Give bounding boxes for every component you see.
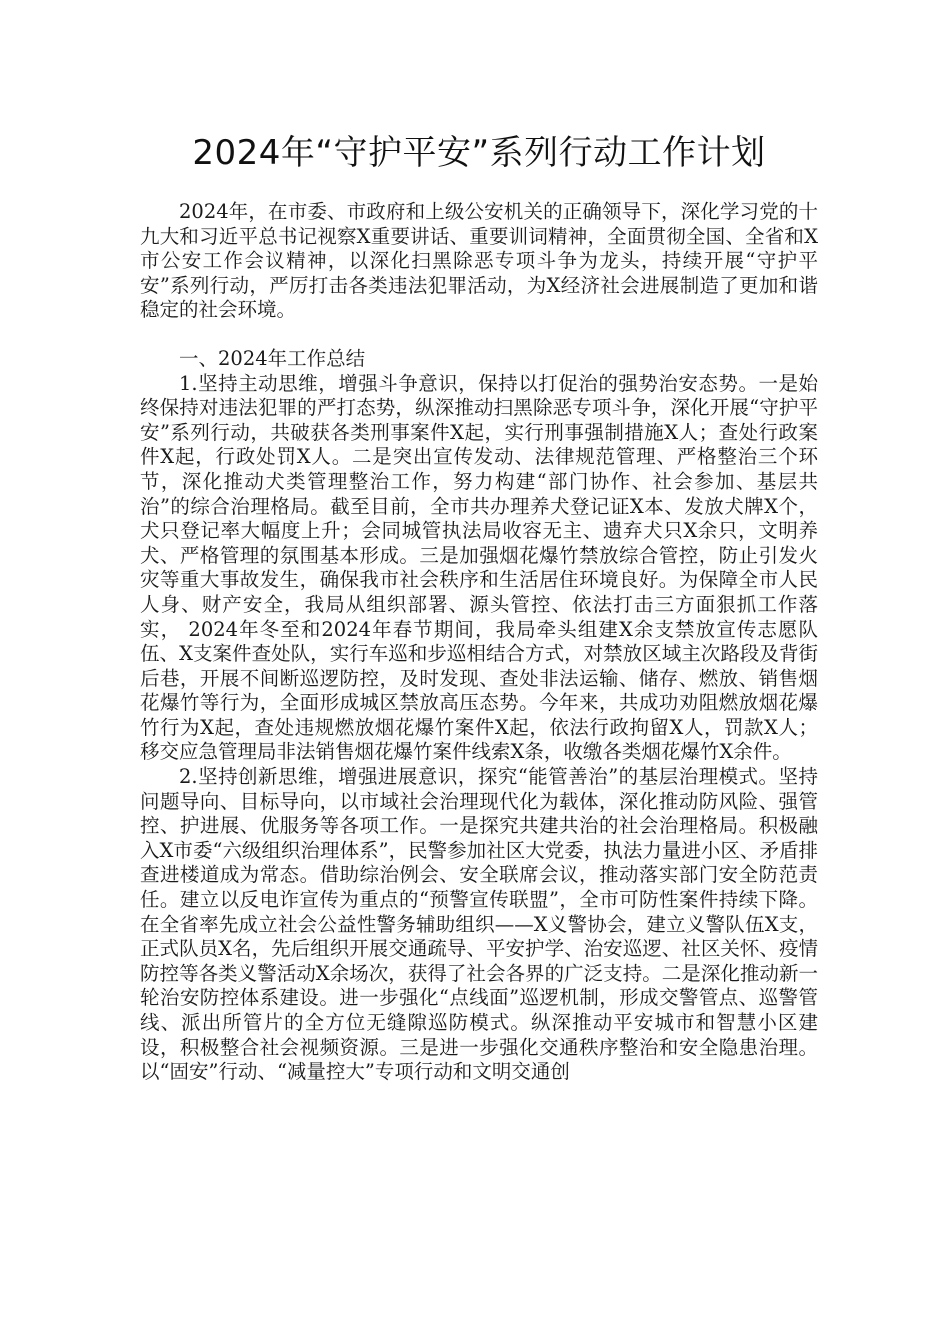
document-title: 2024年“守护平安”系列行动工作计划 xyxy=(192,133,766,173)
section-heading: 一、2024年工作总结 xyxy=(179,346,366,370)
document-body xyxy=(140,200,818,1085)
paragraph-spacer xyxy=(140,323,818,347)
intro-paragraph: 2024年，在市委、市政府和上级公安机关的正确领导下，深化学习党的十九大和习近平总书记视察X重要讲话、重要训词精神，全面贯彻全国、全省和X市公安工作会议精神，以深化扫黑除恶专项斗争为龙头，持续开展“守护平安”系列行动，严厉打击各类违法犯罪活动，为X经济社会进展制造了更加和谐稳定的社会环境。 xyxy=(140,200,818,322)
body-paragraph: 2.坚持创新思维，增强进展意识，探究“能管善治”的基层治理模式。坚持问题导向、目标导向，以市域社会治理现代化为载体，深化推动防风险、强管控、护进展、优服务等各项工作。一是探究共建共治的社会治理格局。积极融入X市委“六级组织治理体系”，民警参加社区大党委，执法力量进小区、矛盾排查进楼道成为常态。借助综治例会、安全联席会议，推动落实部门安全防范责任。建立以反电诈宣传为重点的“预警宣传联盟”，全市可防性案件持续下降。在全省率先成立社会公益性警务辅助组织——X义警协会，建立义警队伍X支，正式队员X名，先后组织开展交通疏导、平安护学、治安巡逻、社区关怀、疫情防控等各类义警活动X余场次，获得了社会各界的广泛支持。二是深化推动新一轮治安防控体系建设。进一步强化“点线面”巡逻机制，形成交警管点、巡警管线、派出所管片的全方位无缝隙巡防模式。纵深推动平安城市和智慧小区建设，积极整合社会视频资源。三是进一步强化交通秩序整治和安全隐患治理。以“固安”行动、“减量控大”专项行动和文明交通创 xyxy=(140,765,818,1084)
body-paragraph: 1.坚持主动思维，增强斗争意识，保持以打促治的强势治安态势。一是始终保持对违法犯罪的严打态势，纵深推动扫黑除恶专项斗争，深化开展“守护平安”系列行动，共破获各类刑事案件X起，实行刑事强制措施X人；查处行政案件X起，行政处罚X人。二是突出宣传发动、法律规范管理、严格整治三个环节，深化推动犬类管理整治工作，努力构建“部门协作、社会参加、基层共治”的综合治理格局。截至目前，全市共办理养犬登记证X本、发放犬牌X个，犬只登记率大幅度上升；会同城管执法局收容无主、遗弃犬只X余只，文明养犬、严格管理的氛围基本形成。三是加强烟花爆竹禁放综合管控，防止引发火灾等重大事故发生，确保我市社会秩序和生活居住环境良好。为保障全市人民人身、财产安全，我局从组织部署、源头管控、依法打击三方面狠抓工作落实， 2024年冬至和2024年春节期间，我局牵头组建X余支禁放宣传志愿队伍、X支案件查处队，实行车巡和步巡相结合方式，对禁放区域主次路段及背街后巷，开展不间断巡逻防控，及时发现、查处非法运输、储存、燃放、销售烟花爆竹等行为，全面形成城区禁放高压态势。今年来，共成功劝阻燃放烟花爆竹行为X起，查处违规燃放烟花爆竹案件X起，依法行政拘留X人，罚款X人；移交应急管理局非法销售烟花爆竹案件线索X条，收缴各类烟花爆竹X余件。 xyxy=(140,371,818,764)
